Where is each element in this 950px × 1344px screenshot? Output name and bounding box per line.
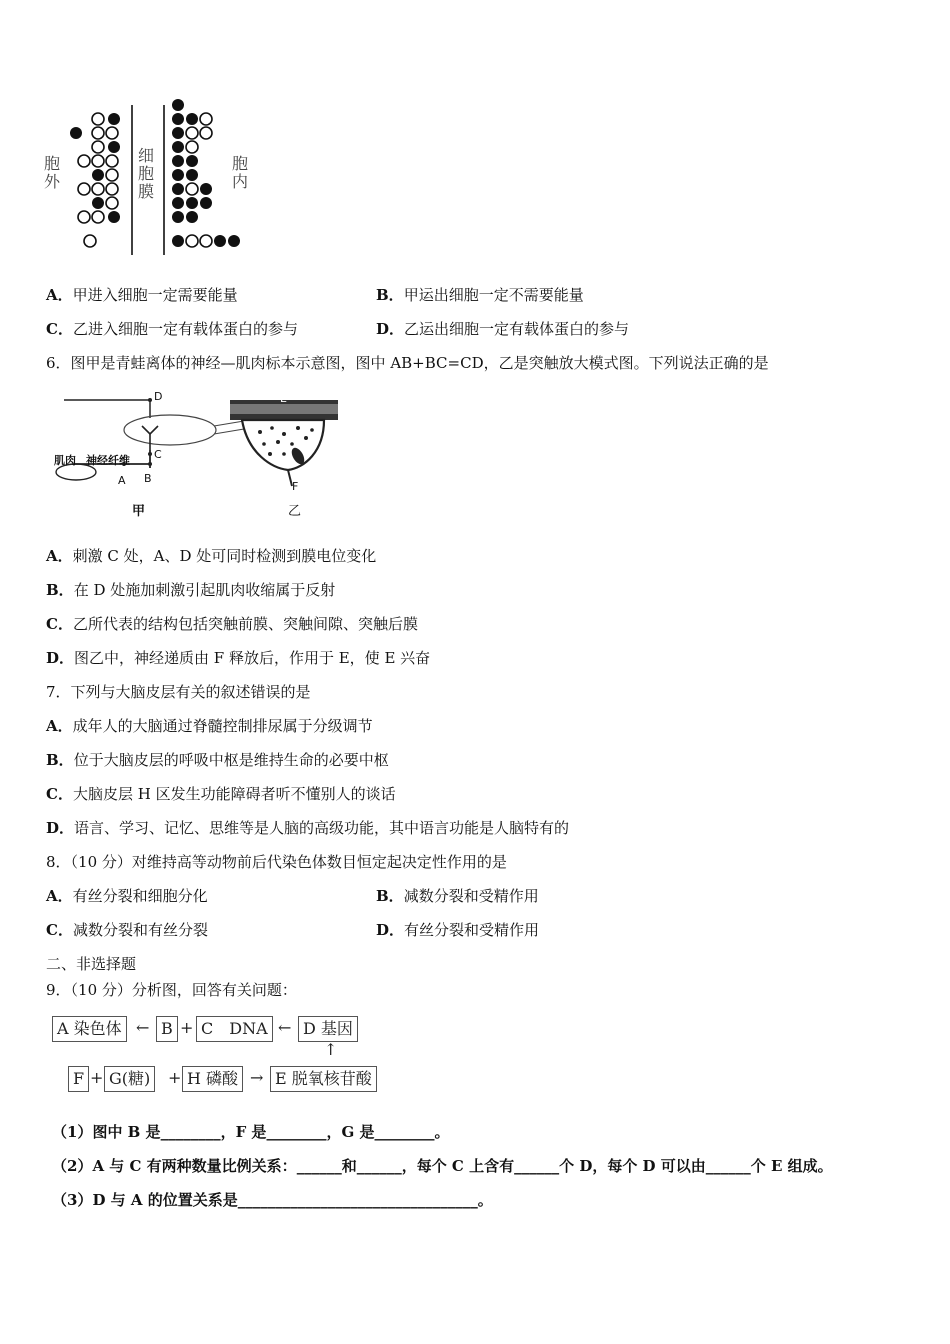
q9-sub3: （3）D 与 A 的位置关系是________________________________。 [52,1191,493,1209]
label-f: F [292,480,299,493]
q8-option-b: B．减数分裂和受精作用 [376,887,539,905]
label-b: B [144,472,152,485]
q8-option-c: C．减数分裂和有丝分裂 [46,921,208,939]
arrow-b-to-a: ← [136,1018,150,1037]
section-title: 二、非选择题 [46,955,137,973]
q5-option-c: C．乙进入细胞一定有载体蛋白的参与 [46,320,298,338]
answer-blank-5[interactable]: ______ [356,1157,402,1175]
q8-stem: 8．（10 分）对维持高等动物前后代染色体数目恒定起决定性作用的是 [46,853,507,871]
label-c: C [154,448,162,461]
label-d: D [154,390,163,403]
box-h-phosphate: H 磷酸 [182,1066,243,1092]
q6-option-a: A．刺激 C 处，A、D 处可同时检测到膜电位变化 [46,547,377,565]
box-d-gene: D 基因 [298,1016,358,1042]
box-f: F [68,1066,89,1092]
arrow-d-to-c: ← [278,1018,292,1037]
answer-blank-7[interactable]: ______ [705,1157,751,1175]
q7-option-b: B．位于大脑皮层的呼吸中枢是维持生命的必要中枢 [46,751,389,769]
q6-option-c: C．乙所代表的结构包括突触前膜、突触间隙、突触后膜 [46,615,418,633]
q5-option-b: B．甲运出细胞一定不需要能量 [376,286,584,304]
answer-blank-1[interactable]: ________ [160,1123,221,1141]
box-b: B [156,1016,178,1042]
q7-option-d: D．语言、学习、记忆、思维等是人脑的高级功能，其中语言功能是人脑特有的 [46,819,570,837]
plus-b-c: + [180,1018,194,1037]
answer-blank-3[interactable]: ________ [374,1123,435,1141]
box-c-dna: C DNA [196,1016,273,1042]
arrow-to-e: → [250,1068,264,1087]
box-g-sugar: G(糖) [104,1066,155,1092]
inside-label: 胞内 [232,154,249,191]
q6-option-d: D．图乙中，神经递质由 F 释放后，作用于 E，使 E 兴奋 [46,649,431,667]
q8-option-a: A．有丝分裂和细胞分化 [46,887,208,905]
box-e-deoxynucleotide: E 脱氧核苷酸 [270,1066,377,1092]
label-muscle: 肌肉 [54,454,76,467]
arrow-e-to-d: ↑ [324,1040,338,1059]
answer-blank-4[interactable]: ______ [296,1157,342,1175]
plus-g-h: + [168,1068,182,1087]
label-nerve-fiber: 神经纤维 [86,454,130,467]
q7-option-a: A．成年人的大脑通过脊髓控制排尿属于分级调节 [46,717,373,735]
q7-stem: 7．下列与大脑皮层有关的叙述错误的是 [46,683,311,701]
membrane-transport-figure [40,95,270,260]
q9-stem: 9．（10 分）分析图，回答有关问题： [46,981,297,999]
gene-structure-diagram [52,1014,392,1096]
plus-f-g: + [90,1068,104,1087]
q8-option-d: D．有丝分裂和受精作用 [376,921,540,939]
label-e: E [280,392,287,405]
q5-option-d: D．乙运出细胞一定有载体蛋白的参与 [376,320,630,338]
label-yi: 乙 [288,504,302,519]
answer-blank-8[interactable]: ________________________________ [237,1191,478,1209]
outside-solid-molecules [70,113,120,223]
box-a-chromosome: A 染色体 [52,1016,127,1042]
label-jia: 甲 [132,504,146,519]
label-a: A [118,474,126,487]
q6-stem: 6．图甲是青蛙离体的神经—肌肉标本示意图，图中 AB+BC=CD，乙是突触放大模式图。下列说法正确的是 [46,354,769,372]
answer-blank-6[interactable]: ______ [514,1157,560,1175]
q9-sub2: （2）A 与 C 有两种数量比例关系：______和______，每个 C 上含有______个 D，每个 D 可以由______个 E 组成。 [52,1157,833,1175]
q6-option-b: B．在 D 处施加刺激引起肌肉收缩属于反射 [46,581,336,599]
q5-option-a: A．甲进入细胞一定需要能量 [46,286,238,304]
answer-blank-2[interactable]: ________ [266,1123,327,1141]
membrane-label: 细胞膜 [138,146,155,201]
q7-option-c: C．大脑皮层 H 区发生功能障碍者听不懂别人的谈话 [46,785,396,803]
inside-solid-molecules [172,99,240,247]
outside-label: 胞外 [44,154,61,191]
q9-sub1: （1）图中 B 是________，F 是________，G 是________。 [52,1123,450,1141]
nerve-muscle-figure [52,388,342,523]
